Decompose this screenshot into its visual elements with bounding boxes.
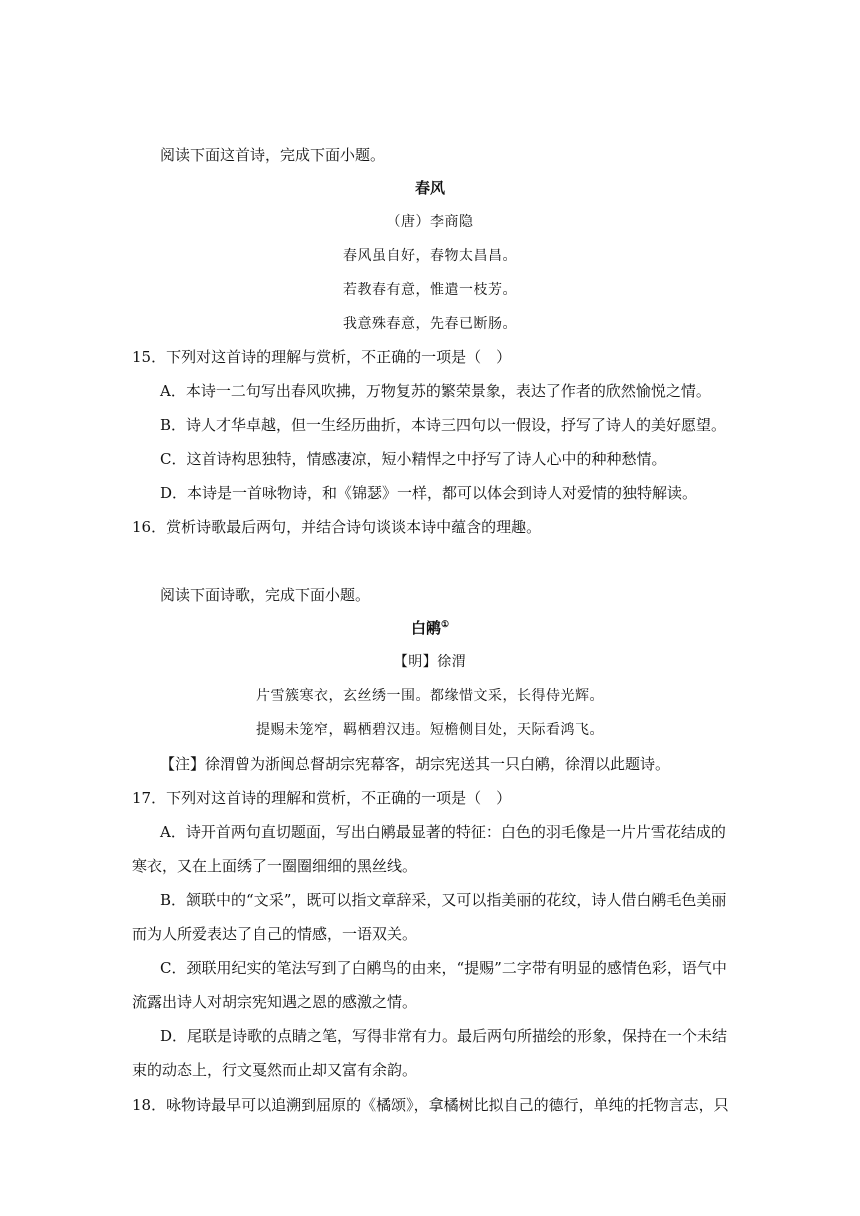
question-17-stem: 17．下列对这首诗的理解和赏析，不正确的一项是（ ） xyxy=(132,789,512,807)
poem1-author: （唐）李商隐 xyxy=(386,214,474,230)
question-16-stem: 16．赏析诗歌最后两句，并结合诗句谈谈本诗中蕴含的理趣。 xyxy=(132,518,542,536)
poem1-line-1: 春风虽自好，春物太昌昌。 xyxy=(343,248,517,264)
question-15-option-d: D．本诗是一首咏物诗，和《锦瑟》一样，都可以体会到诗人对爱情的独特解读。 xyxy=(160,484,698,502)
poem1-line-2: 若教春有意，惟遣一枝芳。 xyxy=(343,282,517,298)
poem2-note: 【注】徐渭曾为浙闽总督胡宗宪幕客，胡宗宪送其一只白鹇，徐渭以此题诗。 xyxy=(160,755,671,773)
poem2-title-text: 白鹇 xyxy=(410,619,441,637)
question-18-stem: 18．咏物诗最早可以追溯到屈原的《橘颂》，拿橘树比拟自己的德行，单纯的托物言志，只 xyxy=(132,1096,729,1114)
question-17-option-b-line-2: 而为人所爱表达了自己的情感，一语双关。 xyxy=(132,925,418,943)
poem2-line-2: 提赐未笼窄，羁栖碧汉违。短檐侧目处，天际看鸿飞。 xyxy=(256,722,604,738)
section1-intro: 阅读下面这首诗，完成下面小题。 xyxy=(160,146,386,164)
poem2-author: 【明】徐渭 xyxy=(393,654,467,670)
poem1-line-3: 我意殊春意，先春已断肠。 xyxy=(343,316,517,332)
question-17-option-a-line-2: 寒衣，又在上面绣了一圈圈细细的黑丝线。 xyxy=(132,857,418,875)
question-15-stem: 15．下列对这首诗的理解与赏析，不正确的一项是（ ） xyxy=(132,348,512,366)
question-17-option-a-line-1: A．诗开首两句直切题面，写出白鹇最显著的特征：白色的羽毛像是一片片雪花结成的 xyxy=(160,823,726,841)
question-17-option-d-line-2: 束的动态上，行文戛然而止却又富有余韵。 xyxy=(132,1061,418,1079)
question-17-option-c-line-2: 流露出诗人对胡宗宪知遇之恩的感激之情。 xyxy=(132,993,418,1011)
question-15-option-a: A．本诗一二句写出春风吹拂，万物复苏的繁荣景象，表达了作者的欣然愉悦之情。 xyxy=(160,382,711,400)
question-17-option-c-line-1: C．颈联用纪实的笔法写到了白鹇鸟的由来，“提赐”二字带有明显的感情色彩，语气中 xyxy=(160,959,727,977)
question-17-option-d-line-1: D．尾联是诗歌的点睛之笔，写得非常有力。最后两句所描绘的形象，保持在一个未结 xyxy=(160,1027,728,1045)
question-15-option-c: C．这首诗构思独特，情感凄凉，短小精悍之中抒写了诗人心中的种种愁情。 xyxy=(160,450,667,468)
question-15-option-b: B．诗人才华卓越，但一生经历曲折，本诗三四句以一假设，抒写了诗人的美好愿望。 xyxy=(160,416,727,434)
poem2-title-note-mark: ① xyxy=(440,620,450,630)
section2-intro: 阅读下面诗歌，完成下面小题。 xyxy=(160,586,371,604)
poem2-line-1: 片雪簇寒衣，玄丝绣一围。都缘惜文采，长得侍光辉。 xyxy=(256,688,604,704)
poem1-title: 春风 xyxy=(414,179,445,197)
poem2-title xyxy=(0,618,860,638)
question-17-option-b-line-1: B．颔联中的“文采”，既可以指文章辞采，又可以指美丽的花纹，诗人借白鹇毛色美丽 xyxy=(160,891,727,909)
